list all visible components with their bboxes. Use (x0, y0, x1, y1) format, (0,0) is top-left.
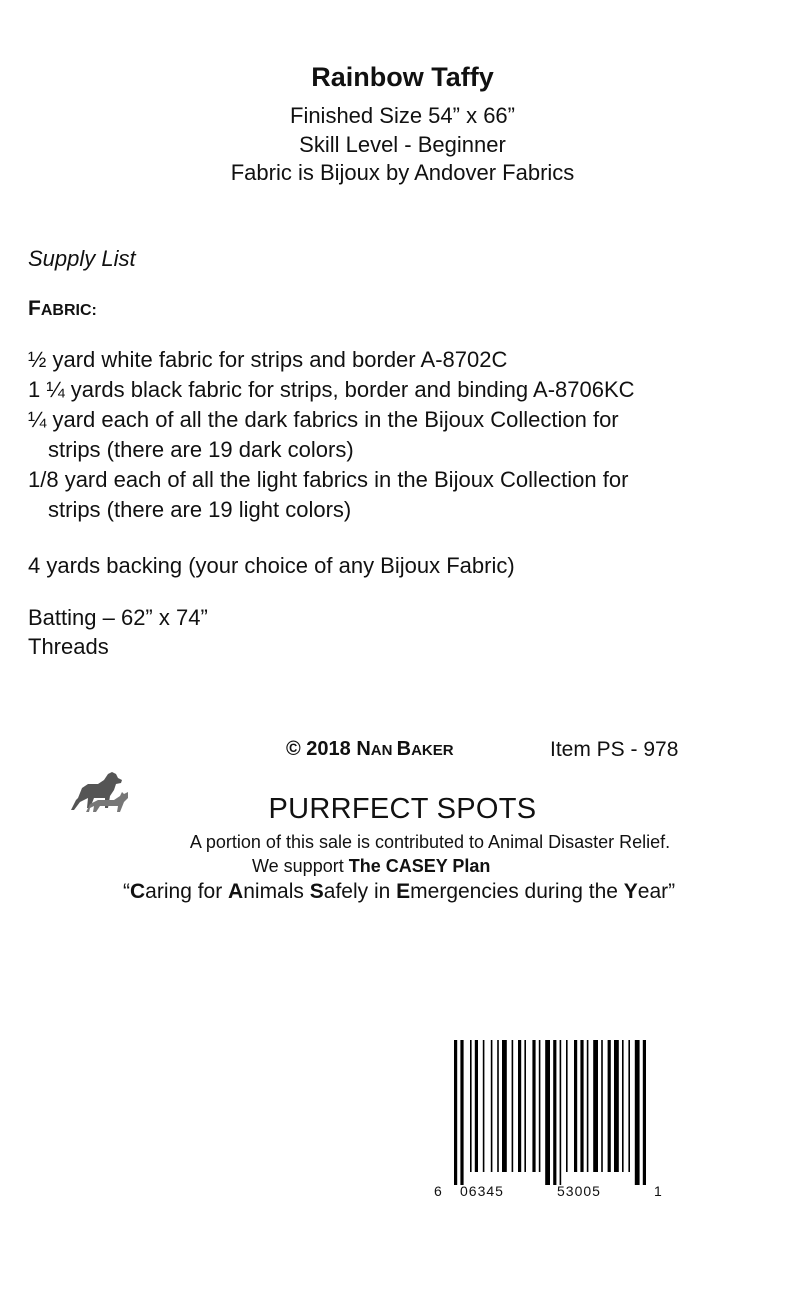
barcode-digits-right: 53005 (557, 1183, 601, 1199)
supply-list-heading: Supply List (28, 246, 136, 271)
list-item: 1 ¼ yards black fabric for strips, border and binding A-8706KC (28, 377, 635, 402)
list-item: ½ yard white fabric for strips and border A-8702C (28, 347, 508, 372)
barcode-bar (622, 1040, 624, 1172)
barcode-bar (635, 1040, 640, 1185)
casey-acronym: “Caring for Animals Safely in Emergencies during the Year” (123, 880, 676, 903)
barcode-bar (553, 1040, 556, 1185)
barcode-bar (608, 1040, 611, 1172)
barcode-bar (545, 1040, 550, 1185)
batting-block (28, 603, 208, 661)
barcode-bar (643, 1040, 646, 1185)
barcode-bar (518, 1040, 521, 1172)
threads-line: Threads (28, 634, 109, 659)
barcode-digits-left: 06345 (460, 1183, 504, 1199)
barcode-bar (560, 1040, 562, 1185)
barcode-digit-first: 6 (434, 1183, 442, 1199)
pattern-title: Rainbow Taffy (311, 62, 494, 92)
barcode-bar (539, 1040, 541, 1172)
backing-line: 4 yards backing (your choice of any Bijoux Fabric) (28, 553, 515, 578)
barcode-bar (532, 1040, 535, 1172)
barcode-bar (566, 1040, 568, 1172)
support-statement: We support The CASEY Plan (252, 856, 491, 876)
list-item: ¼ yard each of all the dark fabrics in the Bijoux Collection for (28, 407, 619, 432)
barcode-bar (574, 1040, 577, 1172)
barcode-bar (475, 1040, 478, 1172)
barcode-bar (454, 1040, 457, 1185)
barcode-digit-last: 1 (654, 1183, 662, 1199)
barcode-bar (470, 1040, 472, 1172)
barcode-bar (614, 1040, 619, 1172)
barcode-bar (580, 1040, 583, 1172)
item-number: Item PS - 978 (550, 738, 679, 761)
portion-statement: A portion of this sale is contributed to Animal Disaster Relief. (189, 832, 671, 852)
finished-size: Finished Size 54” x 66” (290, 103, 515, 128)
list-item-continuation: strips (there are 19 dark colors) (48, 437, 354, 462)
barcode-bar (512, 1040, 514, 1172)
batting-line: Batting – 62” x 74” (28, 605, 208, 630)
barcode-bar (524, 1040, 526, 1172)
barcode-bar (601, 1040, 603, 1172)
barcode-bar (460, 1040, 463, 1185)
barcode-bar (483, 1040, 485, 1172)
barcode-bar (502, 1040, 507, 1172)
barcode-bar (491, 1040, 493, 1172)
fabric-note: Fabric is Bijoux by Andover Fabrics (230, 160, 575, 185)
barcode-bar (628, 1040, 630, 1172)
barcode-bar (593, 1040, 598, 1172)
fabric-list (28, 345, 788, 525)
copyright: © 2018 NAN BAKER (286, 738, 454, 760)
list-item: 1/8 yard each of all the light fabrics in the Bijoux Collection for (28, 467, 629, 492)
fabric-heading: FABRIC: (28, 297, 97, 320)
brand-name: PURRFECT SPOTS (268, 793, 537, 825)
list-item-continuation: strips (there are 19 light colors) (48, 497, 352, 522)
barcode-bar (587, 1040, 589, 1172)
skill-level: Skill Level - Beginner (299, 132, 506, 157)
barcode-bar (497, 1040, 499, 1172)
barcode (446, 1040, 656, 1185)
